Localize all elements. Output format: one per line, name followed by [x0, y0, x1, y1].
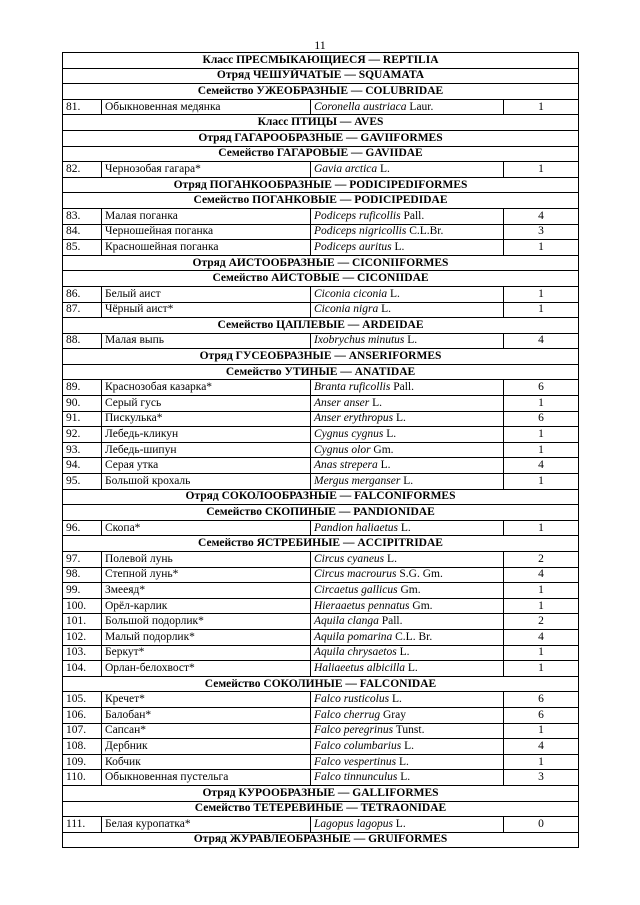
species-latin-name: Falco cherrug	[314, 708, 381, 721]
species-row	[63, 817, 579, 833]
species-number: 86.	[63, 286, 102, 302]
species-category: 4	[504, 333, 579, 349]
species-russian-name: Малая выпь	[102, 333, 311, 349]
species-number: 111.	[63, 817, 102, 833]
taxon-header-row	[63, 349, 579, 365]
taxon-header-row	[63, 130, 579, 146]
species-latin-name: Circus macrourus	[314, 568, 397, 581]
species-russian-name: Лебедь-шипун	[102, 442, 311, 458]
species-number: 93.	[63, 442, 102, 458]
species-row	[63, 240, 579, 256]
taxon-header: Семейство ГАГАРОВЫЕ — GAVIIDAE	[63, 146, 579, 162]
species-russian-name: Обыкновенная медянка	[102, 99, 311, 115]
species-number: 105.	[63, 692, 102, 708]
species-author: L.	[394, 240, 405, 253]
species-latin-cell	[311, 614, 504, 630]
species-latin-name: Podiceps ruficollis	[314, 209, 401, 222]
species-author: L.	[395, 817, 406, 830]
species-category: 1	[504, 240, 579, 256]
species-row	[63, 208, 579, 224]
species-row	[63, 99, 579, 115]
species-row	[63, 162, 579, 178]
species-category: 4	[504, 739, 579, 755]
species-row	[63, 224, 579, 240]
taxon-header: Семейство АИСТОВЫЕ — CICONIIDAE	[63, 271, 579, 287]
species-latin-cell	[311, 442, 504, 458]
species-category: 1	[504, 396, 579, 412]
species-latin-cell	[311, 629, 504, 645]
taxon-header-row	[63, 177, 579, 193]
taxon-header-row	[63, 801, 579, 817]
species-category: 6	[504, 692, 579, 708]
species-latin-cell	[311, 333, 504, 349]
taxon-header: Семейство ЯСТРЕБИНЫЕ — ACCIPITRIDAE	[63, 536, 579, 552]
species-latin-cell	[311, 645, 504, 661]
species-russian-name: Орлан-белохвост*	[102, 661, 311, 677]
species-row	[63, 333, 579, 349]
species-number: 102.	[63, 629, 102, 645]
species-author: L.	[400, 521, 411, 534]
taxon-header-row	[63, 318, 579, 334]
species-latin-cell	[311, 240, 504, 256]
species-latin-name: Podiceps auritus	[314, 240, 392, 253]
species-russian-name: Сапсан*	[102, 723, 311, 739]
species-latin-cell	[311, 817, 504, 833]
species-row	[63, 567, 579, 583]
species-category: 4	[504, 567, 579, 583]
species-russian-name: Беркут*	[102, 645, 311, 661]
species-author: C.L. Br.	[395, 630, 433, 643]
species-russian-name: Белый аист	[102, 286, 311, 302]
species-russian-name: Белая куропатка*	[102, 817, 311, 833]
species-author: Gm.	[412, 599, 433, 612]
species-row	[63, 286, 579, 302]
taxon-header: Семейство СКОПИНЫЕ — PANDIONIDAE	[63, 505, 579, 521]
species-number: 98.	[63, 567, 102, 583]
species-latin-name: Falco peregrinus	[314, 724, 394, 737]
species-row	[63, 302, 579, 318]
species-russian-name: Змееяд*	[102, 583, 311, 599]
species-category: 2	[504, 614, 579, 630]
species-number: 108.	[63, 739, 102, 755]
taxon-header: Класс ПРЕСМЫКАЮЩИЕСЯ — REPTILIA	[63, 53, 579, 69]
species-latin-name: Falco rusticolus	[314, 693, 390, 706]
species-author: L.	[398, 755, 409, 768]
taxon-header: Отряд СОКОЛООБРАЗНЫЕ — FALCONIFORMES	[63, 489, 579, 505]
species-category: 2	[504, 552, 579, 568]
taxon-header-row	[63, 505, 579, 521]
species-russian-name: Пискулька*	[102, 411, 311, 427]
taxon-header-row	[63, 255, 579, 271]
species-latin-cell	[311, 770, 504, 786]
species-latin-cell	[311, 598, 504, 614]
species-number: 87.	[63, 302, 102, 318]
species-table-body	[63, 53, 579, 848]
species-latin-cell	[311, 707, 504, 723]
species-latin-cell	[311, 458, 504, 474]
species-latin-cell	[311, 224, 504, 240]
taxon-header-row	[63, 785, 579, 801]
species-latin-name: Lagopus lagopus	[314, 817, 393, 830]
species-author: L.	[403, 474, 414, 487]
species-russian-name: Скопа*	[102, 520, 311, 536]
species-table	[62, 52, 579, 848]
species-author: L.	[390, 287, 400, 300]
taxon-header: Семейство ЦАПЛЕВЫЕ — ARDEIDAE	[63, 318, 579, 334]
species-latin-cell	[311, 583, 504, 599]
species-latin-cell	[311, 552, 504, 568]
species-number: 107.	[63, 723, 102, 739]
species-russian-name: Серая утка	[102, 458, 311, 474]
taxon-header: Отряд ГАГАРООБРАЗНЫЕ — GAVIIFORMES	[63, 130, 579, 146]
species-latin-name: Podiceps nigricollis	[314, 225, 407, 238]
taxon-header-row	[63, 489, 579, 505]
species-latin-name: Hieraaetus pennatus	[314, 599, 410, 612]
species-latin-name: Aquila clanga	[314, 615, 379, 628]
species-latin-cell	[311, 723, 504, 739]
species-number: 101.	[63, 614, 102, 630]
species-author: L.	[400, 771, 411, 784]
species-row	[63, 427, 579, 443]
species-row	[63, 770, 579, 786]
species-row	[63, 629, 579, 645]
species-row	[63, 411, 579, 427]
species-category: 1	[504, 754, 579, 770]
species-russian-name: Лебедь-кликун	[102, 427, 311, 443]
species-russian-name: Малая поганка	[102, 208, 311, 224]
taxon-header: Семейство ПОГАНКОВЫЕ — PODICIPEDIDAE	[63, 193, 579, 209]
species-number: 89.	[63, 380, 102, 396]
species-russian-name: Дербник	[102, 739, 311, 755]
species-latin-cell	[311, 286, 504, 302]
species-row	[63, 458, 579, 474]
species-latin-name: Branta ruficollis	[314, 381, 391, 394]
species-number: 91.	[63, 411, 102, 427]
species-row	[63, 754, 579, 770]
taxon-header-row	[63, 271, 579, 287]
species-row	[63, 552, 579, 568]
species-russian-name: Черношейная поганка	[102, 224, 311, 240]
species-number: 84.	[63, 224, 102, 240]
species-russian-name: Большой подорлик*	[102, 614, 311, 630]
species-latin-cell	[311, 396, 504, 412]
species-author: Pall.	[403, 209, 425, 222]
species-latin-name: Haliaeetus albicilla	[314, 661, 406, 674]
taxon-header-row	[63, 832, 579, 848]
species-latin-cell	[311, 427, 504, 443]
taxon-header-row	[63, 68, 579, 84]
species-author: C.L.Br.	[409, 225, 444, 238]
species-category: 4	[504, 208, 579, 224]
species-author: L.	[399, 646, 410, 659]
species-number: 83.	[63, 208, 102, 224]
species-russian-name: Чёрный аист*	[102, 302, 311, 318]
species-number: 94.	[63, 458, 102, 474]
species-row	[63, 583, 579, 599]
species-author: L.	[387, 552, 397, 565]
species-latin-cell	[311, 380, 504, 396]
species-category: 1	[504, 723, 579, 739]
taxon-header: Отряд ЖУРАВЛЕОБРАЗНЫЕ — GRUIFORMES	[63, 832, 579, 848]
species-latin-cell	[311, 208, 504, 224]
taxon-header-row	[63, 146, 579, 162]
species-category: 3	[504, 224, 579, 240]
species-category: 1	[504, 442, 579, 458]
species-russian-name: Малый подорлик*	[102, 629, 311, 645]
species-category: 4	[504, 629, 579, 645]
species-category: 1	[504, 286, 579, 302]
species-latin-cell	[311, 754, 504, 770]
species-author: L.	[404, 739, 414, 752]
species-category: 1	[504, 598, 579, 614]
species-category: 1	[504, 427, 579, 443]
species-russian-name: Обыкновенная пустельга	[102, 770, 311, 786]
species-number: 110.	[63, 770, 102, 786]
species-latin-name: Anas strepera	[314, 459, 378, 472]
species-latin-cell	[311, 692, 504, 708]
species-author: L.	[381, 303, 391, 316]
species-row	[63, 598, 579, 614]
species-category: 6	[504, 411, 579, 427]
species-row	[63, 645, 579, 661]
species-number: 97.	[63, 552, 102, 568]
species-category: 1	[504, 162, 579, 178]
species-russian-name: Кобчик	[102, 754, 311, 770]
species-number: 106.	[63, 707, 102, 723]
species-author: L.	[386, 428, 397, 441]
species-latin-name: Coronella austriaca	[314, 100, 407, 113]
species-number: 85.	[63, 240, 102, 256]
species-number: 81.	[63, 99, 102, 115]
species-russian-name: Красношейная поганка	[102, 240, 311, 256]
species-author: Tunst.	[395, 724, 425, 737]
species-author: Pall.	[381, 615, 403, 628]
species-russian-name: Степной лунь*	[102, 567, 311, 583]
species-category: 1	[504, 645, 579, 661]
species-category: 1	[504, 520, 579, 536]
species-latin-name: Circaetus gallicus	[314, 583, 398, 596]
species-author: Gm.	[373, 443, 394, 456]
species-row	[63, 614, 579, 630]
species-latin-name: Aquila chrysaetos	[314, 646, 397, 659]
species-russian-name: Полевой лунь	[102, 552, 311, 568]
taxon-header-row	[63, 364, 579, 380]
species-russian-name: Кречет*	[102, 692, 311, 708]
taxon-header: Отряд КУРООБРАЗНЫЕ — GALLIFORMES	[63, 785, 579, 801]
species-number: 100.	[63, 598, 102, 614]
species-latin-name: Ciconia nigra	[314, 303, 379, 316]
species-latin-name: Cygnus cygnus	[314, 428, 384, 441]
taxon-header-row	[63, 84, 579, 100]
taxon-header: Семейство УТИНЫЕ — ANATIDAE	[63, 364, 579, 380]
species-row	[63, 396, 579, 412]
species-author: L.	[407, 334, 418, 347]
species-author: L.	[372, 396, 383, 409]
species-row	[63, 380, 579, 396]
species-latin-name: Circus cyaneus	[314, 552, 385, 565]
species-row	[63, 707, 579, 723]
species-latin-name: Falco tinnunculus	[314, 771, 398, 784]
species-author: L.	[407, 661, 418, 674]
species-latin-cell	[311, 411, 504, 427]
species-category: 6	[504, 707, 579, 723]
taxon-header: Класс ПТИЦЫ — AVES	[63, 115, 579, 131]
species-latin-cell	[311, 99, 504, 115]
species-number: 103.	[63, 645, 102, 661]
species-author: Pall.	[393, 381, 414, 394]
taxon-header-row	[63, 676, 579, 692]
species-latin-name: Cygnus olor	[314, 443, 371, 456]
species-author: Laur.	[409, 100, 434, 113]
species-latin-name: Aquila pomarina	[314, 630, 393, 643]
taxon-header: Семейство ТЕТЕРЕВИНЫЕ — TETRAONIDAE	[63, 801, 579, 817]
taxon-header-row	[63, 536, 579, 552]
species-number: 95.	[63, 474, 102, 490]
species-russian-name: Большой крохаль	[102, 474, 311, 490]
species-category: 1	[504, 99, 579, 115]
species-russian-name: Балобан*	[102, 707, 311, 723]
species-author: S.G. Gm.	[399, 568, 443, 581]
species-latin-name: Mergus merganser	[314, 474, 401, 487]
species-category: 1	[504, 302, 579, 318]
species-author: L.	[395, 412, 406, 425]
species-latin-cell	[311, 474, 504, 490]
taxon-header-row	[63, 115, 579, 131]
taxon-header: Отряд ПОГАНКООБРАЗНЫЕ — PODICIPEDIFORMES	[63, 177, 579, 193]
species-latin-cell	[311, 661, 504, 677]
species-number: 104.	[63, 661, 102, 677]
taxon-header: Семейство СОКОЛИНЫЕ — FALCONIDAE	[63, 676, 579, 692]
species-latin-cell	[311, 739, 504, 755]
taxon-header-row	[63, 193, 579, 209]
species-category: 0	[504, 817, 579, 833]
taxon-header: Отряд ЧЕШУЙЧАТЫЕ — SQUAMATA	[63, 68, 579, 84]
species-row	[63, 739, 579, 755]
species-latin-cell	[311, 302, 504, 318]
species-number: 109.	[63, 754, 102, 770]
species-russian-name: Краснозобая казарка*	[102, 380, 311, 396]
species-latin-name: Anser erythropus	[314, 412, 394, 425]
species-row	[63, 723, 579, 739]
species-author: Gm.	[400, 583, 421, 596]
taxon-header: Отряд АИСТООБРАЗНЫЕ — CICONIIFORMES	[63, 255, 579, 271]
species-number: 99.	[63, 583, 102, 599]
species-row	[63, 474, 579, 490]
species-latin-name: Ciconia ciconia	[314, 287, 388, 300]
species-latin-name: Falco vespertinus	[314, 755, 397, 768]
species-latin-cell	[311, 567, 504, 583]
species-category: 1	[504, 583, 579, 599]
page-number: 11	[314, 38, 326, 52]
species-latin-cell	[311, 520, 504, 536]
species-category: 3	[504, 770, 579, 786]
taxon-header-row	[63, 53, 579, 69]
species-russian-name: Орёл-карлик	[102, 598, 311, 614]
taxon-header: Семейство УЖЕОБРАЗНЫЕ — COLUBRIDAE	[63, 84, 579, 100]
species-russian-name: Чернозобая гагара*	[102, 162, 311, 178]
species-category: 1	[504, 661, 579, 677]
species-row	[63, 692, 579, 708]
species-latin-name: Gavia arctica	[314, 162, 378, 175]
species-latin-cell	[311, 162, 504, 178]
species-category: 4	[504, 458, 579, 474]
species-category: 6	[504, 380, 579, 396]
species-russian-name: Серый гусь	[102, 396, 311, 412]
species-number: 88.	[63, 333, 102, 349]
taxon-header: Отряд ГУСЕОБРАЗНЫЕ — ANSERIFORMES	[63, 349, 579, 365]
species-latin-name: Anser anser	[314, 396, 370, 409]
species-latin-name: Ixobrychus minutus	[314, 334, 405, 347]
species-row	[63, 442, 579, 458]
species-author: L.	[380, 459, 391, 472]
species-author: L.	[391, 693, 402, 706]
species-row	[63, 520, 579, 536]
species-latin-name: Pandion haliaetus	[314, 521, 399, 534]
species-latin-name: Falco columbarius	[314, 739, 402, 752]
species-number: 82.	[63, 162, 102, 178]
species-author: L.	[380, 162, 390, 175]
species-author: Gray	[382, 708, 406, 721]
species-category: 1	[504, 474, 579, 490]
species-row	[63, 661, 579, 677]
species-number: 92.	[63, 427, 102, 443]
species-number: 96.	[63, 520, 102, 536]
species-number: 90.	[63, 396, 102, 412]
